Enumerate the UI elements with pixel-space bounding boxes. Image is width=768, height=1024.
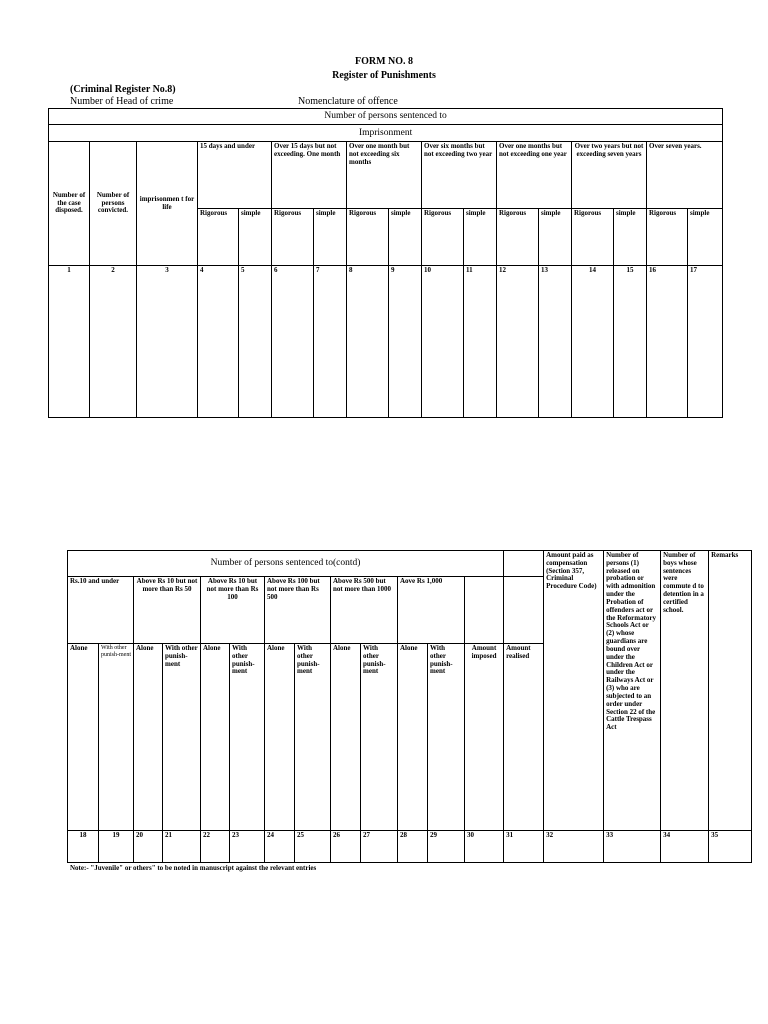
column-number: 18 bbox=[68, 831, 99, 863]
remarks-header: Remarks bbox=[709, 551, 752, 831]
column-number: 9 bbox=[389, 266, 422, 418]
form-title: FORM NO. 8 bbox=[354, 56, 414, 67]
column-number: 35 bbox=[709, 831, 752, 863]
column-number: 23 bbox=[230, 831, 265, 863]
simple-header: simple bbox=[314, 209, 347, 266]
column-number: 2 bbox=[90, 266, 137, 418]
column-number: 11 bbox=[464, 266, 497, 418]
column-number: 28 bbox=[398, 831, 428, 863]
column-number: 15 bbox=[614, 266, 647, 418]
range-header: Over one month but not exceeding six months bbox=[347, 142, 422, 209]
column-number: 31 bbox=[504, 831, 544, 863]
column-number: 16 bbox=[647, 266, 688, 418]
imprisonment-header: Imprisonment bbox=[49, 125, 723, 142]
alone-header: Alone bbox=[134, 644, 163, 831]
column-number: 17 bbox=[688, 266, 723, 418]
fine-range-header: Above Rs 100 but not more than Rs 500 bbox=[265, 577, 331, 644]
rigorous-header: Rigorous bbox=[497, 209, 539, 266]
with-other-header: With other punish-ment bbox=[99, 644, 134, 831]
persons-convicted-header: Number of persons convicted. bbox=[90, 142, 137, 266]
column-number: 29 bbox=[428, 831, 465, 863]
column-number: 34 bbox=[661, 831, 709, 863]
life-imprisonment-header: imprisonmen t for life bbox=[137, 142, 198, 266]
fine-range-header: Rs.10 and under bbox=[68, 577, 134, 644]
fine-range-header: Aove Rs 1,000 bbox=[398, 577, 465, 644]
with-other-header: With other punish-ment bbox=[428, 644, 465, 831]
range-header: Over one months but not exceeding one year bbox=[497, 142, 572, 209]
case-disposed-header: Number of the case disposed. bbox=[49, 142, 90, 266]
column-number: 26 bbox=[331, 831, 361, 863]
column-number: 25 bbox=[295, 831, 331, 863]
column-number: 32 bbox=[544, 831, 604, 863]
column-number: 8 bbox=[347, 266, 389, 418]
probation-header: Number of persons (1) released on probation or with admonition under the Probation of offenders act or the Reformatory Schools Act or (2) whose guardians are bound over under the Children Act or under the Railways Act or (3) who are subjected to an order under Section 22 of the Cattle Trespass Act bbox=[604, 551, 661, 831]
range-header: 15 days and under bbox=[198, 142, 272, 209]
rigorous-header: Rigorous bbox=[647, 209, 688, 266]
amount-imposed-header: Amount imposed bbox=[465, 644, 504, 831]
column-number: 13 bbox=[539, 266, 572, 418]
alone-header: Alone bbox=[331, 644, 361, 831]
footnote: Note:- "Juvenile" or others" to be noted in manuscript against the relevant entries bbox=[70, 864, 317, 872]
with-other-header: With other punish-ment bbox=[295, 644, 331, 831]
simple-header: simple bbox=[239, 209, 272, 266]
compensation-header: Amount paid as compensation (Section 357, Criminal Procedure Code) bbox=[544, 551, 604, 831]
form-subtitle: Register of Punishments bbox=[332, 70, 436, 81]
column-number: 19 bbox=[99, 831, 134, 863]
column-number: 27 bbox=[361, 831, 398, 863]
column-number: 22 bbox=[201, 831, 230, 863]
amount-realised-header: Amount realised bbox=[504, 644, 544, 831]
empty-cell bbox=[504, 577, 544, 644]
alone-header: Alone bbox=[265, 644, 295, 831]
with-other-header: With other punish-ment bbox=[230, 644, 265, 831]
column-number: 14 bbox=[572, 266, 614, 418]
boys-detention-header: Number of boys whose sentences were commute d to detention in a certified school. bbox=[661, 551, 709, 831]
column-number: 7 bbox=[314, 266, 347, 418]
nomenclature-label: Nomenclature of offence bbox=[298, 96, 398, 107]
column-number: 30 bbox=[465, 831, 504, 863]
empty-cell bbox=[504, 551, 544, 577]
column-number: 1 bbox=[49, 266, 90, 418]
alone-header: Alone bbox=[398, 644, 428, 831]
column-number: 5 bbox=[239, 266, 272, 418]
with-other-header: With other punish-ment bbox=[361, 644, 398, 831]
column-number: 24 bbox=[265, 831, 295, 863]
range-header: Over seven years. bbox=[647, 142, 723, 209]
column-number: 10 bbox=[422, 266, 464, 418]
column-number: 21 bbox=[163, 831, 201, 863]
column-number: 6 bbox=[272, 266, 314, 418]
simple-header: simple bbox=[614, 209, 647, 266]
empty-cell bbox=[465, 577, 504, 644]
alone-header: Alone bbox=[68, 644, 99, 831]
fine-range-header: Above Rs 10 but not more than Rs 50 bbox=[134, 577, 201, 644]
register-label: (Criminal Register No.8) bbox=[70, 84, 176, 95]
column-number: 3 bbox=[137, 266, 198, 418]
range-header: Over six months but not exceeding two year bbox=[422, 142, 497, 209]
simple-header: simple bbox=[539, 209, 572, 266]
simple-header: simple bbox=[389, 209, 422, 266]
punishments-table-2 bbox=[67, 550, 752, 863]
sentenced-contd-header: Number of persons sentenced to(contd) bbox=[68, 551, 504, 577]
fine-range-header: Above Rs 500 but not more than 1000 bbox=[331, 577, 398, 644]
rigorous-header: Rigorous bbox=[422, 209, 464, 266]
simple-header: simple bbox=[464, 209, 497, 266]
sentenced-header: Number of persons sentenced to bbox=[49, 109, 723, 125]
alone-header: Alone bbox=[201, 644, 230, 831]
rigorous-header: Rigorous bbox=[198, 209, 239, 266]
punishments-table-1 bbox=[48, 108, 723, 418]
range-header: Over 15 days but not exceeding. One month bbox=[272, 142, 347, 209]
range-header: Over two years but not exceeding seven years bbox=[572, 142, 647, 209]
simple-header: simple bbox=[688, 209, 723, 266]
rigorous-header: Rigorous bbox=[572, 209, 614, 266]
with-other-header: With other punish-ment bbox=[163, 644, 201, 831]
rigorous-header: Rigorous bbox=[272, 209, 314, 266]
head-of-crime-label: Number of Head of crime bbox=[70, 96, 174, 107]
column-number: 20 bbox=[134, 831, 163, 863]
column-number: 4 bbox=[198, 266, 239, 418]
column-number: 12 bbox=[497, 266, 539, 418]
fine-range-header: Above Rs 10 but not more than Rs 100 bbox=[201, 577, 265, 644]
rigorous-header: Rigorous bbox=[347, 209, 389, 266]
column-number: 33 bbox=[604, 831, 661, 863]
